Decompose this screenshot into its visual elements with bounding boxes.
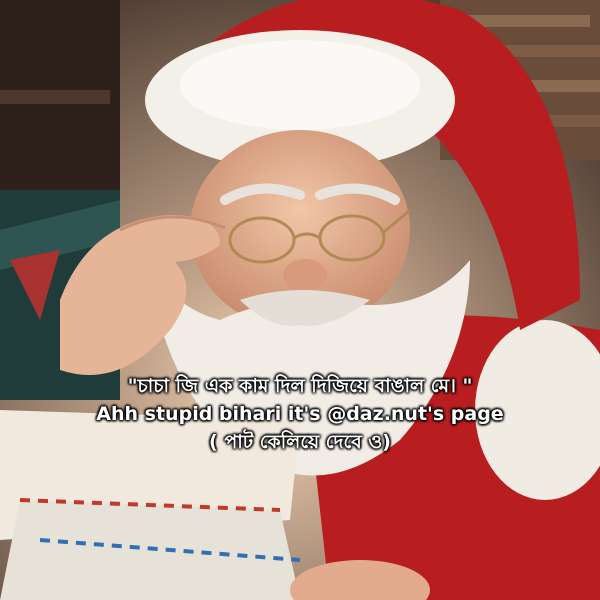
nose bbox=[283, 259, 327, 291]
caption-line-3: ( পাট কেলিয়ে দেবে ও) bbox=[209, 431, 391, 453]
meme-caption bbox=[0, 372, 600, 456]
caption-line-2: Ahh stupid bihari it's @daz.nut's page bbox=[96, 403, 504, 425]
caption-line-1: "চাচা জি এক কাম দিল দিজিয়ে বাঙাল মে। " bbox=[127, 375, 473, 397]
